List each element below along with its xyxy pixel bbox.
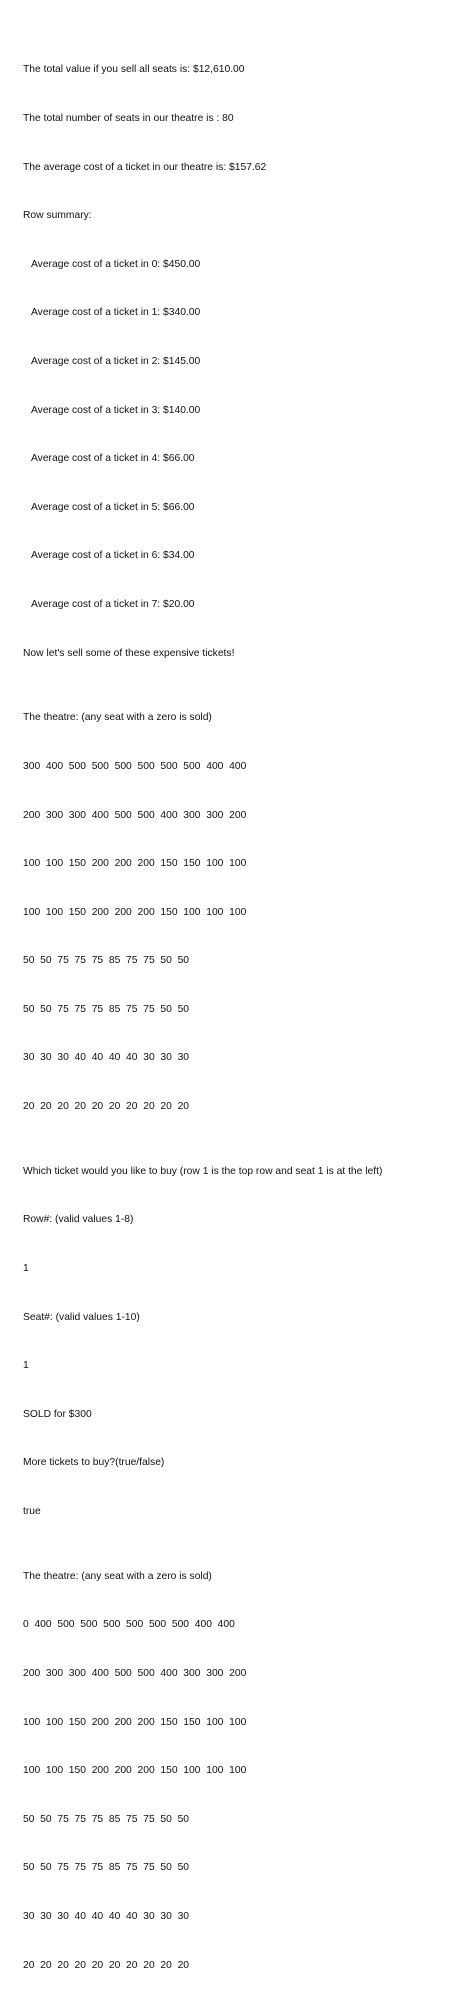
theatre-row: 100 100 150 200 200 200 150 150 100 100 bbox=[23, 1716, 247, 1728]
theatre-row: 30 30 30 40 40 40 40 30 30 30 bbox=[23, 1052, 190, 1064]
theatre-header: The theatre: (any seat with a zero is sold) bbox=[23, 1570, 212, 1582]
purchase-question: Which ticket would you like to buy (row 1 is the top row and seat 1 is at the left) bbox=[23, 1165, 383, 1177]
row-summary-label: Row summary: bbox=[23, 210, 92, 222]
console-output bbox=[23, 30, 451, 1990]
row-average-line: Average cost of a ticket in 1: $340.00 bbox=[31, 307, 201, 319]
theatre-row: 200 300 300 400 500 500 400 300 300 200 bbox=[23, 809, 247, 821]
average-cost-line: The average cost of a ticket in our theatre is: $157.62 bbox=[23, 161, 267, 173]
theatre-row: 50 50 75 75 75 85 75 75 50 50 bbox=[23, 1813, 190, 1825]
sold-message: SOLD for $300 bbox=[23, 1408, 92, 1420]
seat-prompt: Seat#: (valid values 1-10) bbox=[23, 1311, 140, 1323]
row-average-line: Average cost of a ticket in 0: $450.00 bbox=[31, 258, 201, 270]
row-average-line: Average cost of a ticket in 6: $34.00 bbox=[31, 550, 195, 562]
theatre-row: 100 100 150 200 200 200 150 100 100 100 bbox=[23, 1765, 247, 1777]
theatre-row: 50 50 75 75 75 85 75 75 50 50 bbox=[23, 1003, 190, 1015]
theatre-row: 50 50 75 75 75 85 75 75 50 50 bbox=[23, 955, 190, 967]
theatre-row: 200 300 300 400 500 500 400 300 300 200 bbox=[23, 1668, 247, 1680]
theatre-header: The theatre: (any seat with a zero is sold) bbox=[23, 712, 212, 724]
row-average-line: Average cost of a ticket in 2: $145.00 bbox=[31, 355, 201, 367]
row-average-line: Average cost of a ticket in 4: $66.00 bbox=[31, 453, 195, 465]
row-average-line: Average cost of a ticket in 5: $66.00 bbox=[31, 501, 195, 513]
intro-line: Now let's sell some of these expensive tickets! bbox=[23, 647, 235, 659]
row-average-line: Average cost of a ticket in 7: $20.00 bbox=[31, 598, 195, 610]
theatre-row: 0 400 500 500 500 500 500 500 400 400 bbox=[23, 1619, 235, 1631]
more-tickets-prompt: More tickets to buy?(true/false) bbox=[23, 1457, 165, 1469]
theatre-row: 300 400 500 500 500 500 500 500 400 400 bbox=[23, 760, 247, 772]
theatre-row: 20 20 20 20 20 20 20 20 20 20 bbox=[23, 1101, 190, 1113]
theatre-row: 20 20 20 20 20 20 20 20 20 20 bbox=[23, 1959, 190, 1971]
theatre-row: 50 50 75 75 75 85 75 75 50 50 bbox=[23, 1862, 190, 1874]
theatre-row: 30 30 30 40 40 40 40 30 30 30 bbox=[23, 1910, 190, 1922]
more-tickets-input[interactable]: true bbox=[23, 1506, 41, 1518]
theatre-row: 100 100 150 200 200 200 150 150 100 100 bbox=[23, 858, 247, 870]
total-seats-line: The total number of seats in our theatre is : 80 bbox=[23, 113, 234, 124]
total-value-line: The total value if you sell all seats is: $12,610.00 bbox=[23, 64, 245, 76]
row-average-line: Average cost of a ticket in 3: $140.00 bbox=[31, 404, 201, 416]
row-prompt: Row#: (valid values 1-8) bbox=[23, 1214, 134, 1226]
theatre-row: 100 100 150 200 200 200 150 100 100 100 bbox=[23, 906, 247, 918]
row-input[interactable]: 1 bbox=[23, 1263, 29, 1275]
seat-input[interactable]: 1 bbox=[23, 1360, 29, 1372]
